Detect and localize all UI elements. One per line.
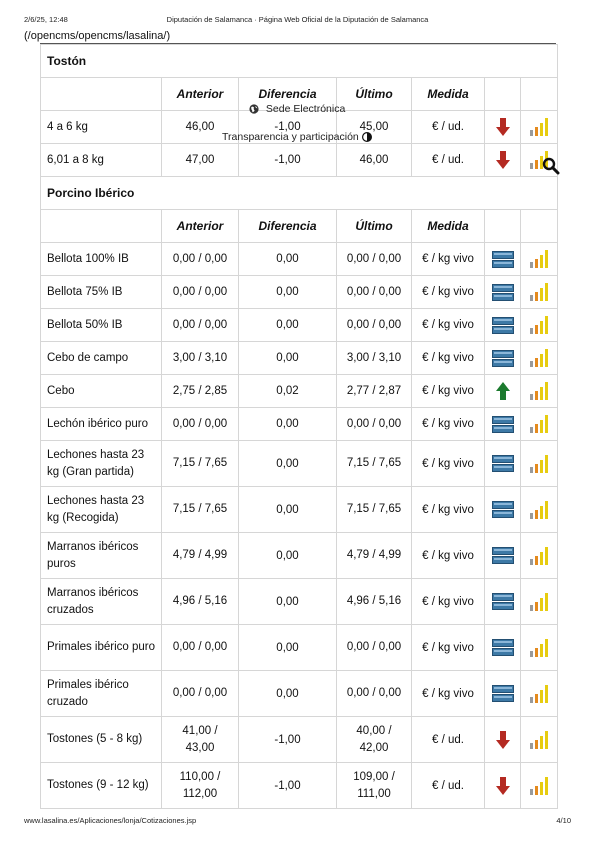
chart-cell [521,408,558,441]
chart-cell [521,671,558,717]
chart-cell [521,309,558,342]
value-medida: € / kg vivo [412,441,485,487]
header-medida: Medida [412,78,485,111]
table-row [41,144,558,177]
value-anterior: 7,15 / 7,65 [162,487,239,533]
product-name: Tostones (5 - 8 kg) [41,717,162,763]
value-ultimo: 0,00 / 0,00 [337,276,412,309]
header-anterior: Anterior [162,210,239,243]
table-row [41,487,558,533]
value-ultimo: 40,00 / 42,00 [337,717,412,763]
value-ultimo: 7,15 / 7,65 [337,487,412,533]
chart-cell [521,342,558,375]
header-blank [41,210,162,243]
value-anterior: 4,96 / 5,16 [162,579,239,625]
header-blank [41,78,162,111]
value-diferencia: 0,00 [239,625,337,671]
value-diferencia: -1,00 [239,763,337,809]
equal-icon[interactable] [492,685,514,702]
section-title: Porcino Ibérico [41,177,558,210]
bar-chart-icon[interactable] [529,454,549,474]
section-title-row [41,177,558,210]
value-anterior: 4,79 / 4,99 [162,533,239,579]
chart-cell [521,533,558,579]
home-path-link[interactable]: (/opencms/opencms/lasalina/) [24,30,171,42]
product-name: Bellota 50% IB [41,309,162,342]
chart-cell [521,375,558,408]
chart-cell [521,441,558,487]
value-diferencia: 0,00 [239,309,337,342]
table-row [41,309,558,342]
header-medida: Medida [412,210,485,243]
down-arrow-icon[interactable] [496,117,510,137]
value-anterior: 0,00 / 0,00 [162,625,239,671]
header-blank [485,78,521,111]
print-date: 2/6/25, 12:48 [24,15,68,24]
bar-chart-icon[interactable] [529,414,549,434]
value-diferencia: 0,00 [239,579,337,625]
table-row [41,441,558,487]
trend-cell [485,671,521,717]
value-anterior: 0,00 / 0,00 [162,309,239,342]
value-ultimo: 45,00 [337,111,412,144]
value-diferencia: 0,00 [239,533,337,579]
equal-icon[interactable] [492,593,514,610]
value-anterior: 110,00 / 112,00 [162,763,239,809]
value-medida: € / kg vivo [412,375,485,408]
section-title: Tostón [41,45,558,78]
value-anterior: 3,00 / 3,10 [162,342,239,375]
value-ultimo: 109,00 / 111,00 [337,763,412,809]
value-ultimo: 46,00 [337,144,412,177]
section-title-row [41,45,558,78]
bar-chart-icon[interactable] [529,546,549,566]
zoom-icon[interactable] [542,157,560,180]
value-diferencia: 0,00 [239,408,337,441]
product-name: Marranos ibéricos cruzados [41,579,162,625]
header-ultimo: Último [337,210,412,243]
value-medida: € / kg vivo [412,408,485,441]
trend-cell [485,111,521,144]
table-row [41,671,558,717]
chart-cell [521,111,558,144]
value-diferencia: 0,00 [239,441,337,487]
up-arrow-icon[interactable] [496,381,510,401]
header-ultimo: Último [337,78,412,111]
table-row [41,276,558,309]
trend-cell [485,276,521,309]
table-row [41,243,558,276]
equal-icon[interactable] [492,251,514,268]
equal-icon[interactable] [492,284,514,301]
value-medida: € / kg vivo [412,243,485,276]
down-arrow-icon[interactable] [496,776,510,796]
value-anterior: 0,00 / 0,00 [162,243,239,276]
trend-cell [485,144,521,177]
value-anterior: 0,00 / 0,00 [162,408,239,441]
header-anterior: Anterior [162,78,239,111]
value-diferencia: -1,00 [239,717,337,763]
value-medida: € / ud. [412,717,485,763]
print-url: www.lasalina.es/Aplicaciones/lonja/Cotizaciones.jsp [24,816,197,825]
contrast-icon[interactable] [362,132,372,145]
value-medida: € / kg vivo [412,342,485,375]
value-medida: € / kg vivo [412,579,485,625]
transparencia-label: Transparencia y participación [222,131,359,143]
product-name: Bellota 100% IB [41,243,162,276]
trend-cell [485,408,521,441]
product-name: Primales ibérico cruzado [41,671,162,717]
trend-cell [485,625,521,671]
trend-cell [485,441,521,487]
value-diferencia: 0,00 [239,671,337,717]
product-name: Lechones hasta 23 kg (Recogida) [41,487,162,533]
bar-chart-icon[interactable] [529,348,549,368]
value-ultimo: 0,00 / 0,00 [337,243,412,276]
table-row [41,408,558,441]
value-anterior: 0,00 / 0,00 [162,671,239,717]
header-blank [485,210,521,243]
table-row [41,625,558,671]
print-footer [24,816,571,828]
value-diferencia: 0,00 [239,243,337,276]
table-row [41,763,558,809]
value-diferencia: 0,02 [239,375,337,408]
transparencia-link[interactable] [222,131,372,145]
product-name: Cebo de campo [41,342,162,375]
chart-cell [521,579,558,625]
trend-cell [485,342,521,375]
value-anterior: 2,75 / 2,85 [162,375,239,408]
value-medida: € / kg vivo [412,533,485,579]
price-table [40,44,558,809]
down-arrow-icon[interactable] [496,150,510,170]
value-medida: € / kg vivo [412,625,485,671]
trend-cell [485,375,521,408]
product-name: Cebo [41,375,162,408]
table-row [41,342,558,375]
value-medida: € / ud. [412,144,485,177]
bar-chart-icon[interactable] [529,249,549,269]
value-diferencia: 0,00 [239,487,337,533]
value-diferencia: -1,00 [239,144,337,177]
value-anterior: 47,00 [162,144,239,177]
value-medida: € / ud. [412,763,485,809]
equal-icon[interactable] [492,455,514,472]
bar-chart-icon[interactable] [529,638,549,658]
table-row [41,375,558,408]
value-medida: € / kg vivo [412,487,485,533]
value-anterior: 7,15 / 7,65 [162,441,239,487]
product-name: 4 a 6 kg [41,111,162,144]
value-anterior: 41,00 / 43,00 [162,717,239,763]
value-medida: € / kg vivo [412,276,485,309]
print-page-title: Diputación de Salamanca · Página Web Oficial de la Diputación de Salamanca [166,15,429,24]
sede-label: Sede Electrónica [265,103,346,115]
chart-cell [521,487,558,533]
value-diferencia: 0,00 [239,276,337,309]
trend-cell [485,309,521,342]
trend-cell [485,243,521,276]
value-medida: € / kg vivo [412,309,485,342]
equal-icon[interactable] [492,501,514,518]
table-row [41,717,558,763]
bar-chart-icon[interactable] [529,381,549,401]
value-ultimo: 0,00 / 0,00 [337,625,412,671]
value-ultimo: 2,77 / 2,87 [337,375,412,408]
value-medida: € / ud. [412,111,485,144]
bar-chart-icon[interactable] [529,117,549,137]
equal-icon[interactable] [492,317,514,334]
product-name: Primales ibérico puro [41,625,162,671]
trend-cell [485,487,521,533]
down-arrow-icon[interactable] [496,730,510,750]
bar-chart-icon[interactable] [529,315,549,335]
trend-cell [485,763,521,809]
product-name: Lechones hasta 23 kg (Gran partida) [41,441,162,487]
equal-icon[interactable] [492,547,514,564]
header-blank [521,78,558,111]
print-page-number: 4/10 [556,816,571,825]
value-ultimo: 7,15 / 7,65 [337,441,412,487]
chart-cell [521,763,558,809]
print-header [24,15,571,27]
globe-icon [249,104,259,117]
chart-cell [521,625,558,671]
column-header-row [41,210,558,243]
value-anterior: 46,00 [162,111,239,144]
value-anterior: 0,00 / 0,00 [162,276,239,309]
value-ultimo: 4,96 / 5,16 [337,579,412,625]
value-ultimo: 0,00 / 0,00 [337,408,412,441]
bar-chart-icon[interactable] [529,776,549,796]
chart-cell [521,717,558,763]
value-ultimo: 4,79 / 4,99 [337,533,412,579]
header-diferencia: Diferencia [239,78,337,111]
bar-chart-icon[interactable] [529,730,549,750]
trend-cell [485,717,521,763]
value-ultimo: 0,00 / 0,00 [337,671,412,717]
product-name: Tostones (9 - 12 kg) [41,763,162,809]
sede-electronica-link[interactable] [249,103,345,117]
value-diferencia: -1,00 [239,111,337,144]
product-name: Marranos ibéricos puros [41,533,162,579]
bar-chart-icon[interactable] [529,684,549,704]
product-name: Lechón ibérico puro [41,408,162,441]
table-row [41,533,558,579]
value-ultimo: 0,00 / 0,00 [337,309,412,342]
trend-cell [485,579,521,625]
header-blank [521,210,558,243]
equal-icon[interactable] [492,639,514,656]
product-name: 6,01 a 8 kg [41,144,162,177]
chart-cell [521,276,558,309]
header-diferencia: Diferencia [239,210,337,243]
equal-icon[interactable] [492,350,514,367]
value-diferencia: 0,00 [239,342,337,375]
value-medida: € / kg vivo [412,671,485,717]
bar-chart-icon[interactable] [529,282,549,302]
bar-chart-icon[interactable] [529,500,549,520]
bar-chart-icon[interactable] [529,592,549,612]
equal-icon[interactable] [492,416,514,433]
chart-cell [521,243,558,276]
table-row [41,579,558,625]
value-ultimo: 3,00 / 3,10 [337,342,412,375]
product-name: Bellota 75% IB [41,276,162,309]
trend-cell [485,533,521,579]
